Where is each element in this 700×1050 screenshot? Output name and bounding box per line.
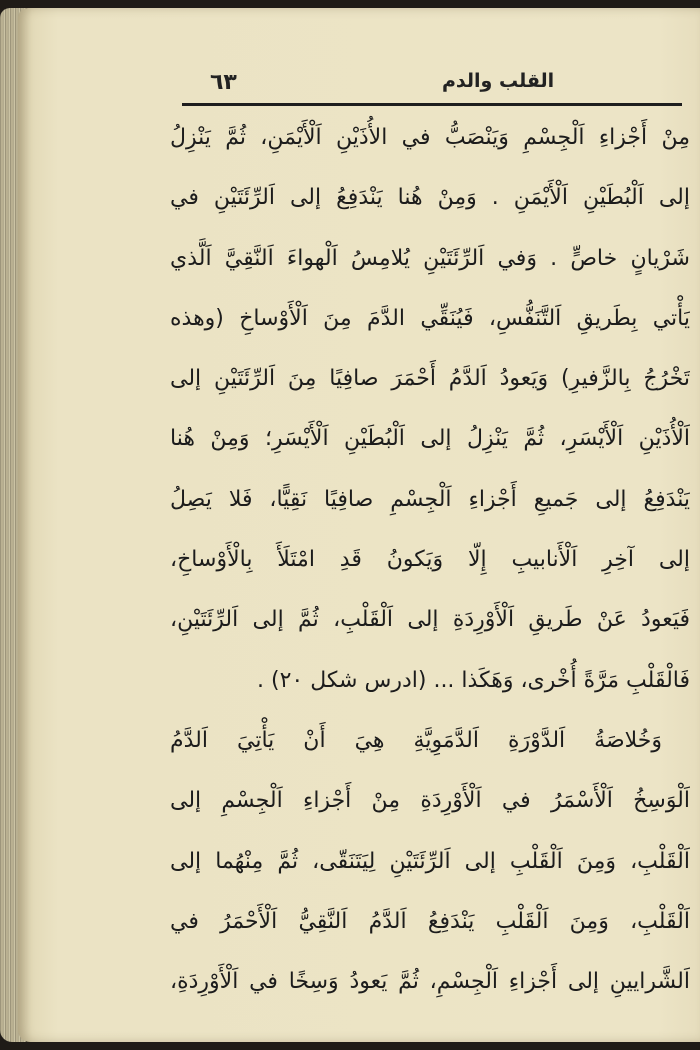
text-line: فَيَعودُ عَنْ طَريقِ اَلْأَوْرِدَةِ إلى اَلْقَلْبِ، ثُمَّ إلى اَلرِّئَتَيْنِ، bbox=[170, 607, 690, 633]
text-line: مِنْ أَجْزاءِ اَلْجِسْمِ وَيَنْصَبُّ في الأُذَيْنِ اَلْأَيْمَنِ، ثُمَّ يَنْزِلُ bbox=[170, 125, 690, 150]
header-rule bbox=[182, 103, 682, 106]
text-line: يَأْتي بِطَريقِ اَلتَّنَفُّسِ، فَيُنَقِّي الدَّمَ مِنَ اَلْأَوْساخِ (وهذه bbox=[170, 305, 690, 331]
running-title: القلب والدم bbox=[442, 70, 555, 92]
text-line: اَلْقَلْبِ، وَمِنَ اَلْقَلْبِ يَنْدَفِعُ اَلدَّمُ اَلنَّقِيُّ اَلْأَحْمَرُ في bbox=[170, 908, 690, 934]
text-line: فَالْقَلْبِ مَرَّةً أُخْرى، وَهَكَذا ... (ادرس شكل ٢٠) . bbox=[257, 667, 690, 693]
text-line: إلى اَلْبُطَيْنِ اَلْأَيْمَنِ . وَمِنْ هُنا يَنْدَفِعُ إلى اَلرِّئَتَيْنِ في bbox=[170, 185, 690, 211]
text-line: إلى آخِرِ اَلْأَنابيبِ إِلّا وَيَكونُ قَدِ امْتَلَأَ بِالْأَوْساخِ، bbox=[170, 547, 690, 573]
text-line: اَلْأُذَيْنِ اَلْأَيْسَرِ، ثُمَّ يَنْزِلُ إلى اَلْبُطَيْنِ اَلْأَيْسَرِ؛ وَمِنْ هُنا bbox=[170, 426, 690, 452]
text-line: وَخُلاصَةُ اَلدَّوْرَةِ اَلدَّمَوِيَّةِ هِيَ أَنْ يَأْتِيَ اَلدَّمُ bbox=[170, 727, 662, 753]
text-line: يَنْدَفِعُ إلى جَميعِ أَجْزاءِ اَلْجِسْمِ صافِيًا نَقِيًّا، فَلا يَصِلُ bbox=[170, 486, 690, 512]
text-line: اَلْوَسِخُ اَلْأَسْمَرُ في اَلْأَوْرِدَةِ مِنْ أَجْزاءِ اَلْجِسْمِ إلى bbox=[170, 788, 690, 814]
body-text bbox=[170, 108, 690, 1012]
text-line: شَرْيانٍ خاصٍّ . وَفي اَلرِّئَتَيْنِ يُلامِسُ اَلْهواءَ اَلنَّقِيَّ اَلَّذي bbox=[170, 245, 690, 271]
text-line: تَخْرُجُ بِالزَّفيرِ) وَيَعودُ اَلدَّمُ أَحْمَرَ صافِيًا مِنَ اَلرِّئَتَيْنِ إلى bbox=[170, 366, 690, 392]
page-number: ٦٣ bbox=[210, 70, 237, 95]
page-header bbox=[182, 66, 682, 102]
text-line: اَلشَّرايينِ إلى أَجْزاءِ اَلْجِسْمِ، ثُمَّ يَعودُ وَسِخًا في اَلْأَوْرِدَةِ، bbox=[170, 969, 690, 995]
text-line: اَلْقَلْبِ، وَمِنَ اَلْقَلْبِ إلى اَلرِّئَتَيْنِ لِيَتَنَقّى، ثُمَّ مِنْهُما إلى bbox=[170, 848, 690, 874]
